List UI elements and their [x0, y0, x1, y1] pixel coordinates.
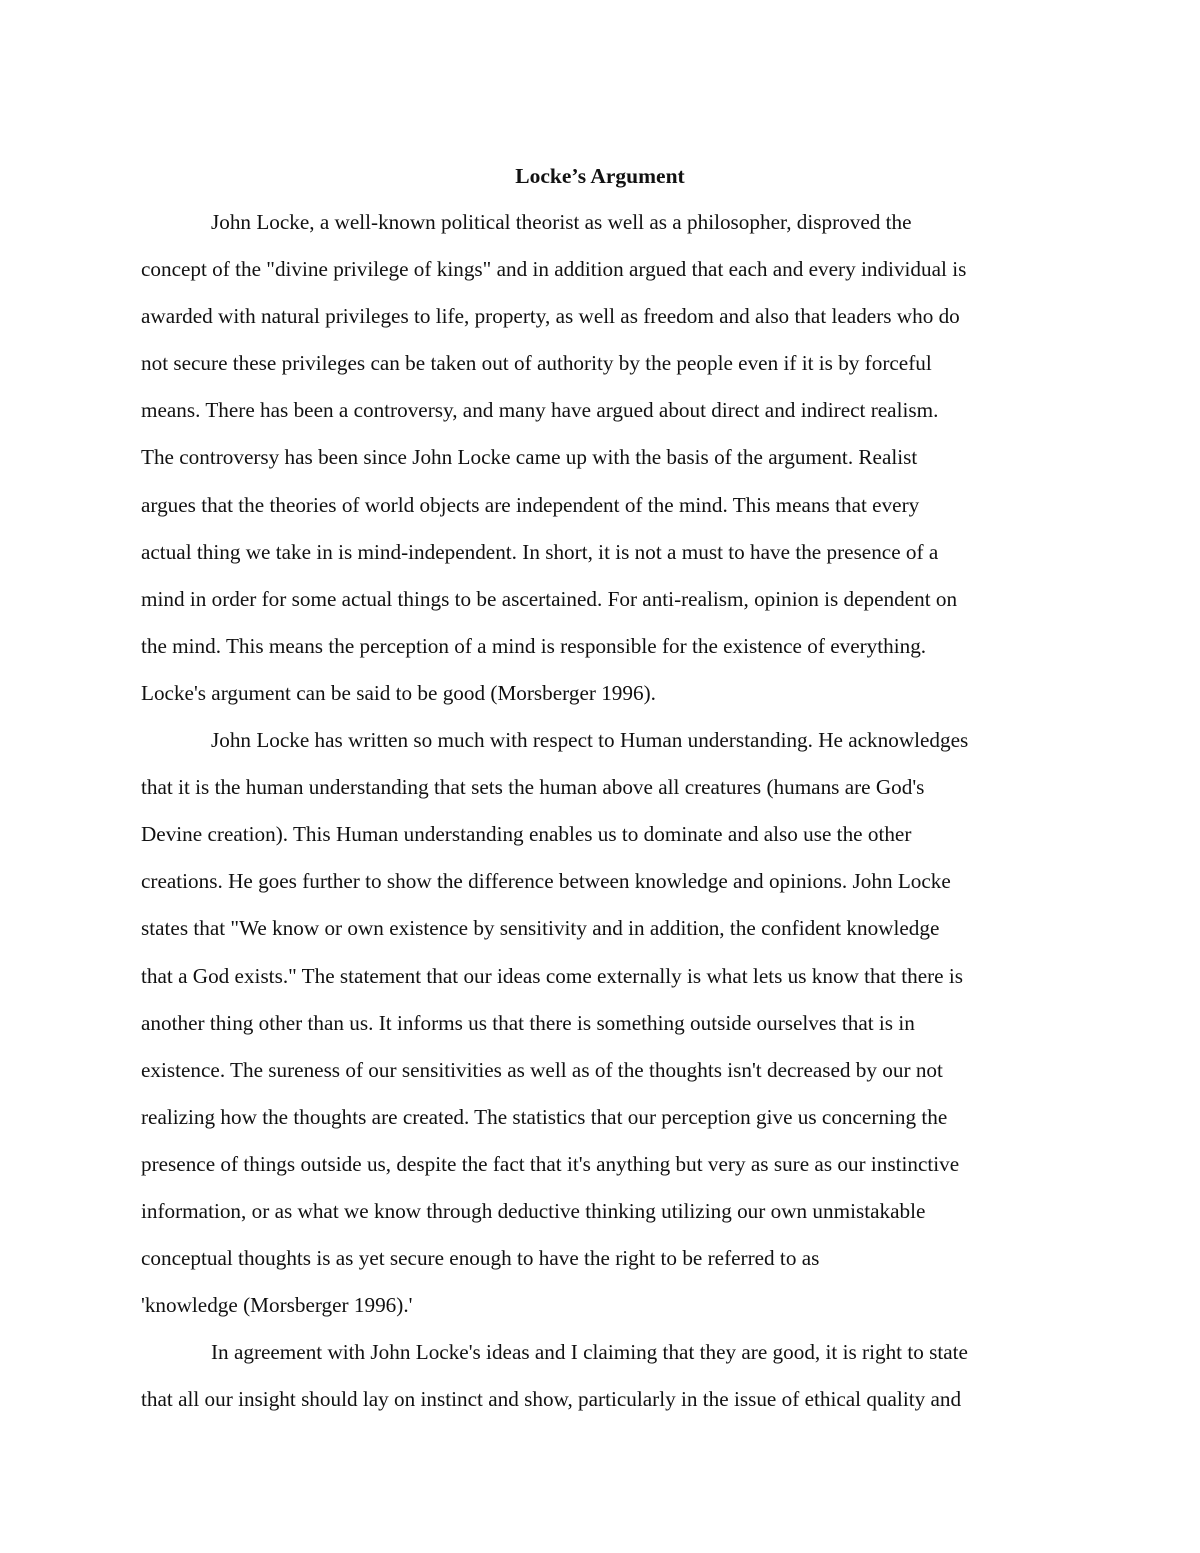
text-line: that it is the human understanding that sets the human above all creatures (humans are God's	[141, 775, 925, 800]
text-line: states that "We know or own existence by sensitivity and in addition, the confident knowledge	[141, 916, 940, 941]
text-line: existence. The sureness of our sensitivities as well as of the thoughts isn't decreased by our not	[141, 1057, 943, 1082]
text-line: Devine creation). This Human understanding enables us to dominate and also use the other	[141, 822, 912, 847]
document-title: Locke’s Argument	[515, 164, 685, 188]
text-line: Locke's argument can be said to be good (Morsberger 1996).	[141, 680, 656, 705]
text-line: creations. He goes further to show the difference between knowledge and opinions. John Locke	[141, 869, 951, 894]
text-line: conceptual thoughts is as yet secure enough to have the right to be referred to as	[141, 1246, 820, 1271]
text-line: 'knowledge (Morsberger 1996).'	[141, 1293, 413, 1318]
text-line: information, or as what we know through deductive thinking utilizing our own unmistakable	[141, 1198, 926, 1223]
text-line: the mind. This means the perception of a mind is responsible for the existence of everything.	[141, 633, 927, 658]
text-line: not secure these privileges can be taken out of authority by the people even if it is by forceful	[141, 351, 932, 376]
text-line: realizing how the thoughts are created. The statistics that our perception give us concerning the	[141, 1104, 948, 1129]
text-line: concept of the "divine privilege of kings" and in addition argued that each and every individual is	[141, 257, 967, 282]
document-body	[141, 207, 1061, 1431]
text-line: argues that the theories of world objects are independent of the mind. This means that every	[141, 492, 920, 517]
text-line: actual thing we take in is mind-independent. In short, it is not a must to have the presence of a	[141, 539, 939, 564]
text-line: awarded with natural privileges to life, property, as well as freedom and also that leaders who do	[141, 304, 960, 329]
text-line: that a God exists." The statement that our ideas come externally is what lets us know that there is	[141, 963, 964, 988]
text-line: John Locke has written so much with respect to Human understanding. He acknowledges	[211, 728, 969, 753]
text-line: mind in order for some actual things to be ascertained. For anti-realism, opinion is dependent on	[141, 586, 958, 611]
text-line: John Locke, a well-known political theorist as well as a philosopher, disproved the	[211, 210, 912, 234]
text-line: that all our insight should lay on instinct and show, particularly in the issue of ethical quality and	[141, 1387, 962, 1412]
text-line: presence of things outside us, despite the fact that it's anything but very as sure as our instinctive	[141, 1151, 960, 1176]
text-line: means. There has been a controversy, and many have argued about direct and indirect realism.	[141, 398, 939, 423]
text-line: The controversy has been since John Locke came up with the basis of the argument. Realist	[141, 445, 918, 470]
text-line: another thing other than us. It informs us that there is something outside ourselves that is in	[141, 1010, 915, 1035]
text-line: In agreement with John Locke's ideas and I claiming that they are good, it is right to state	[211, 1340, 968, 1365]
